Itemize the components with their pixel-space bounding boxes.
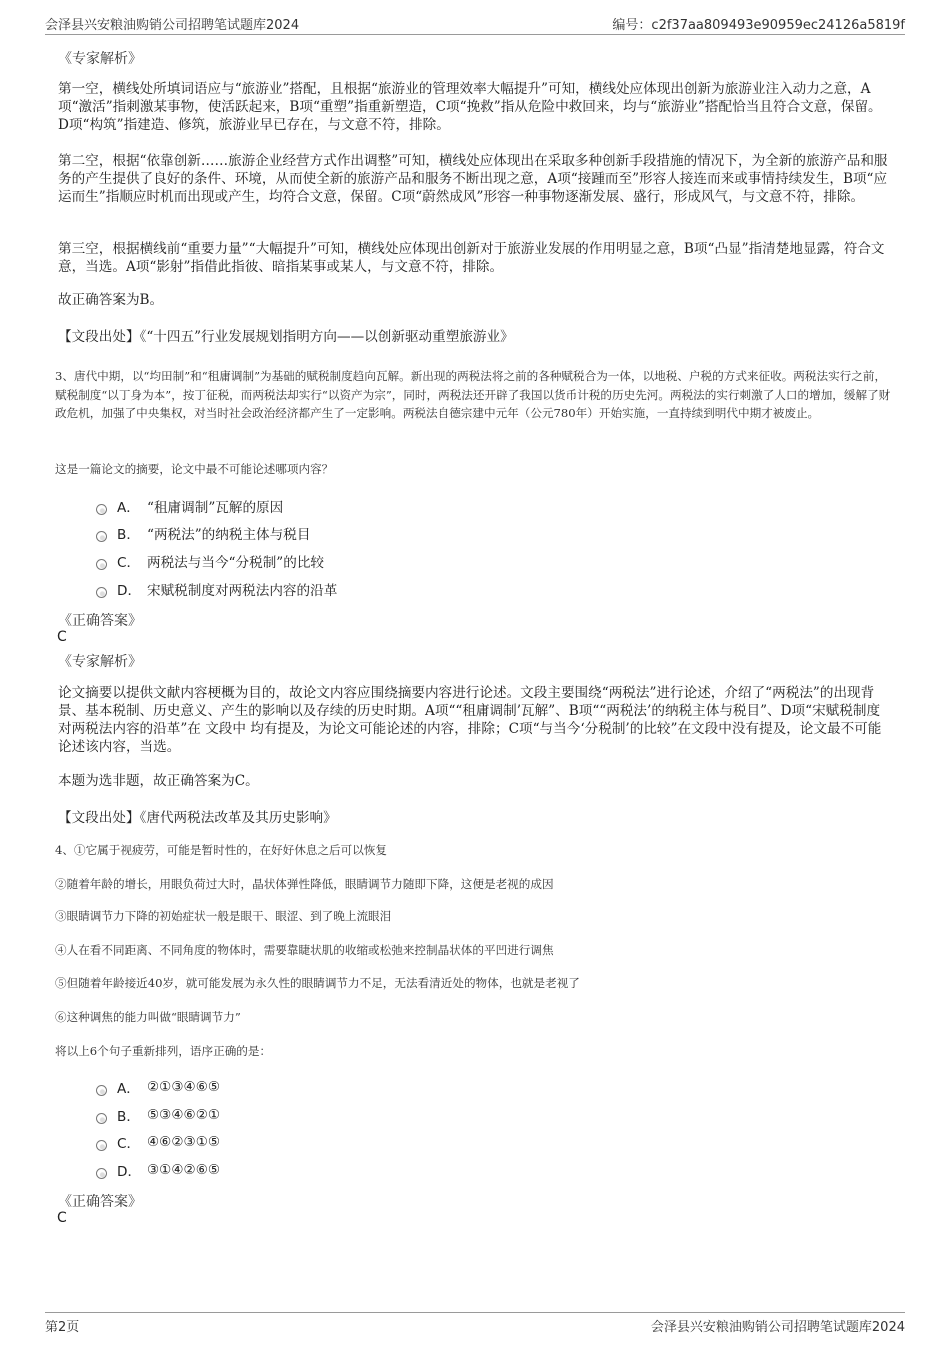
- sentence-line: ⑥这种调焦的能力叫做“眼睛调节力”: [55, 1010, 241, 1024]
- radio-icon[interactable]: [96, 559, 107, 570]
- question-prompt: 这是一篇论文的摘要，论文中最不可能论述哪项内容？: [55, 462, 334, 476]
- analysis-paragraph: 第三空，根据横线前“重要力量”“大幅提升”可知，横线处应体现出创新对于旅游业发展的作用明显之意，B项“凸显”指清楚地显露，符合文意，当选。A项“影射”指借此指彼、暗指某事或某人，与文意不符，排除。: [58, 241, 885, 275]
- expert-analysis-label: 《专家解析》: [58, 654, 142, 670]
- analysis-paragraph: 第二空，根据“依靠创新……旅游企业经营方式作出调整”可知，横线处应体现出在采取多种创新手段措施的情况下，为全新的旅游产品和服务的产生提供了良好的条件、环境，从而使全新的旅游产品和服务不断出现之意，A项“接踵而至”形容人接连而来或事情持续发生，B项“应运而生”指顺应时机而出现或产生，均符合文意，保留。C项“蔚然成风”形容一种事物逐渐发展、盛行，形成风气，与文意不符，排除。: [58, 153, 888, 205]
- passage-source: 【文段出处】《“十四五”行业发展规划指明方向——以创新驱动重塑旅游业》: [58, 329, 514, 345]
- page-footer: [45, 1312, 905, 1335]
- radio-icon[interactable]: [96, 1113, 107, 1124]
- correct-answer-label: 《正确答案》: [58, 1194, 142, 1210]
- option-c[interactable]: C． 两税法与当今“分税制”的比较: [96, 551, 324, 571]
- correct-answer: C: [57, 629, 67, 645]
- answer-conclusion: 本题为选非题，故正确答案为C。: [58, 773, 259, 789]
- sentence-line: ②随着年龄的增长，用眼负荷过大时，晶状体弹性降低，眼睛调节力随即下降，这便是老视的成因: [55, 877, 554, 891]
- radio-icon[interactable]: [96, 1168, 107, 1179]
- answer-conclusion: 故正确答案为B。: [58, 292, 164, 308]
- radio-icon[interactable]: [96, 504, 107, 515]
- radio-icon[interactable]: [96, 587, 107, 598]
- option-a[interactable]: A． “租庸调制”瓦解的原因: [96, 496, 283, 516]
- header-title: 会泽县兴安粮油购销公司招聘笔试题库2024: [45, 18, 300, 33]
- sentence-line: 4、①它属于视疲劳，可能是暂时性的，在好好休息之后可以恢复: [55, 843, 388, 857]
- analysis-paragraph: 第一空，横线处所填词语应与“旅游业”搭配，且根据“旅游业的管理效率大幅提升”可知，横线处应体现出创新为旅游业注入动力之意，A项“激活”指刺激某事物，使活跃起来，B项“重塑”指重新塑造，C项“挽救”指从危险中救回来，均与“旅游业”搭配恰当且符合文意，保留。D项“构筑”指建造、修筑，旅游业早已存在，与文意不符，排除。: [58, 81, 882, 133]
- radio-icon[interactable]: [96, 1085, 107, 1096]
- radio-icon[interactable]: [96, 1140, 107, 1151]
- correct-answer-label: 《正确答案》: [58, 613, 142, 629]
- radio-icon[interactable]: [96, 531, 107, 542]
- sentence-line: ⑤但随着年龄接近40岁，就可能发展为永久性的眼睛调节力不足，无法看清近处的物体，也就是老视了: [55, 976, 580, 990]
- document-id: 编号：c2f37aa809493e90959ec24126a5819f: [612, 18, 905, 33]
- correct-answer: C: [57, 1210, 67, 1226]
- passage-source: 【文段出处】《唐代两税法改革及其历史影响》: [58, 810, 337, 826]
- option-b[interactable]: B． ⑤③④⑥②①: [96, 1105, 220, 1125]
- option-d[interactable]: D． ③①④②⑥⑤: [96, 1160, 220, 1180]
- option-b[interactable]: B． “两税法”的纳税主体与税目: [96, 523, 310, 543]
- analysis-paragraph: 论文摘要以提供文献内容梗概为目的，故论文内容应围绕摘要内容进行论述。文段主要围绕“两税法”进行论述，介绍了“两税法”的出现背景、基本税制、历史意义、产生的影响以及存续的历史时期。A项““租庸调制’瓦解”、B项““两税法’的纳税主体与税目”、D项“宋赋税制度对两税法内容的沿革”在 文段中 均有提及，为论文可能论述的内容，排除；C项“与当今‘分税制’的比较”在文段中没有提及，论文最不可能论述该内容，当选。: [58, 685, 882, 755]
- question-prompt: 将以上6个句子重新排列，语序正确的是：: [55, 1044, 272, 1058]
- question-stem: 3、唐代中期，以“均田制”和“租庸调制”为基础的赋税制度趋向瓦解。新出现的两税法将之前的各种赋税合为一体，以地税、户税的方式来征收。两税法实行之前，赋税制度“以丁身为本”，按丁征税，而两税法却实行“以资产为宗”，同时，两税法还开辟了我国以货币计税的历史先河。两税法的实行刺激了人口的增加，缓解了财政危机，加强了中央集权，对当时社会政治经济都产生了一定影响。两税法自德宗建中元年（公元780年）开始实施，一直持续到明代中期才被废止。: [55, 369, 891, 421]
- page-header: [45, 14, 905, 35]
- option-c[interactable]: C． ④⑥②③①⑤: [96, 1132, 220, 1152]
- option-a[interactable]: A． ②①③④⑥⑤: [96, 1077, 220, 1097]
- expert-analysis-label: 《专家解析》: [58, 51, 142, 67]
- sentence-line: ④人在看不同距离、不同角度的物体时，需要靠睫状肌的收缩或松弛来控制晶状体的平凹进行调焦: [55, 943, 554, 957]
- page-number: 第2页: [45, 1320, 80, 1335]
- sentence-line: ③眼睛调节力下降的初始症状一般是眼干、眼涩、到了晚上流眼泪: [55, 909, 392, 923]
- footer-title: 会泽县兴安粮油购销公司招聘笔试题库2024: [650, 1320, 905, 1335]
- option-d[interactable]: D． 宋赋税制度对两税法内容的沿革: [96, 579, 337, 599]
